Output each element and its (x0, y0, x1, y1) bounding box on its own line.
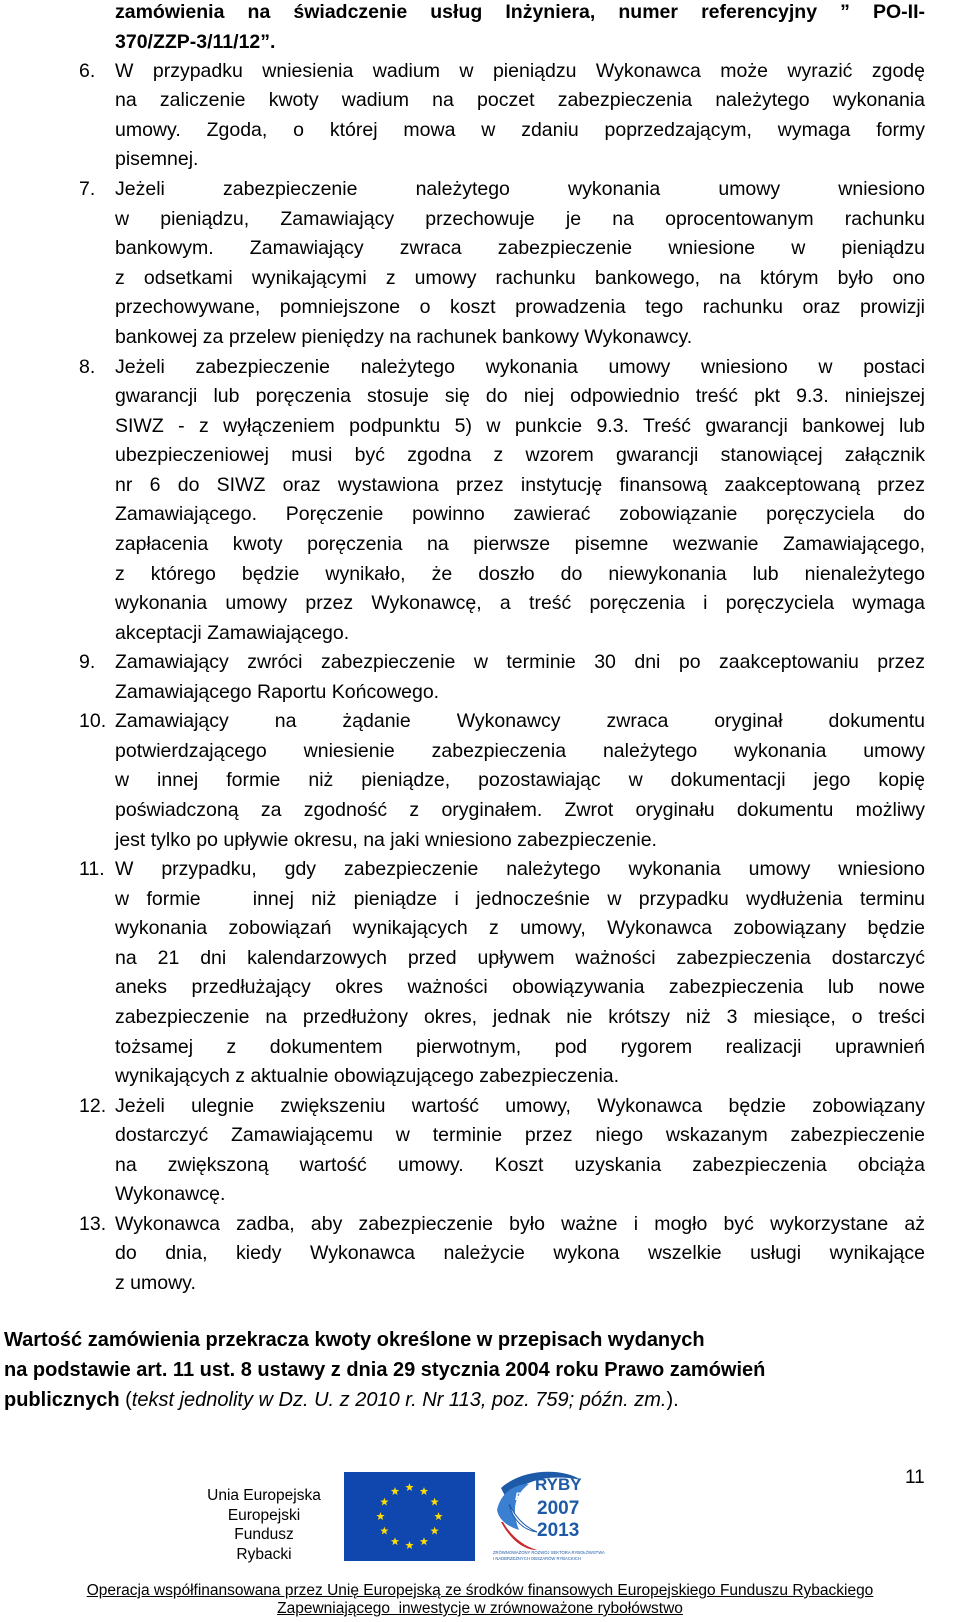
list-number: 13. (79, 1213, 107, 1235)
footer-line-1: Operacja współfinansowana przez Unię Europejską ze środków finansowych Europejskiego Funduszu Rybackiego (86, 1582, 874, 1599)
text-line: na zwiększoną wartość umowy. Koszt uzyskania zabezpieczenia obciąża (115, 1154, 925, 1176)
text-line: wykonania umowy przez Wykonawcę, a treść poręczenia i poręczyciela wymaga (115, 592, 925, 614)
text-line: dostarczyć Zamawiającemu w terminie przez niego wskazanym zabezpieczenie (115, 1124, 925, 1146)
text-line: tożsamej z dokumentem pierwotnym, pod rygorem realizacji uprawnień (115, 1036, 925, 1058)
eu-flag-logo (344, 1472, 475, 1561)
text-line: umowy. Zgoda, o której mowa w zdaniu poprzedzającym, wymaga formy (115, 119, 925, 141)
svg-text:RYBY: RYBY (535, 1475, 582, 1494)
svg-text:I NADBRZEŻNYCH OBSZARÓW RYBACK: I NADBRZEŻNYCH OBSZARÓW RYBACKICH (493, 1556, 581, 1561)
svg-text:2013: 2013 (537, 1520, 580, 1541)
text-line: Jeżeli zabezpieczenie należytego wykonania umowy wniesiono (115, 178, 925, 200)
po-ryby-logo (493, 1470, 608, 1570)
notice-italic: tekst jednolity w Dz. U. z 2010 r. Nr 113, poz. 759; późn. zm. (131, 1389, 667, 1411)
text-line: zamówienia na świadczenie usług Inżyniera, numer referencyjny ” PO-II- (115, 1, 925, 23)
text-line: z umowy. (115, 1272, 196, 1294)
text-line: nr 6 do SIWZ oraz wystawiona przez instytucję finansową zaakceptowaną przez (115, 474, 925, 496)
text-line: akceptacji Zamawiającego. (115, 622, 350, 644)
svg-text:PO: PO (515, 1491, 531, 1503)
eu-star-icon (434, 1512, 442, 1520)
text-line: poświadczoną za zgodność z oryginałem. Zwrot oryginału dokumentu możliwy (115, 799, 925, 821)
close-paren: ). (666, 1389, 679, 1411)
text-line: gwarancji lub poręczenia stosuje się do niej odpowiednio treść pkt 9.3. niniejszej (115, 385, 925, 407)
text-line: Jeżeli zabezpieczenie należytego wykonania umowy wniesiono w postaci (115, 356, 925, 378)
eu-star-icon (420, 1537, 428, 1545)
po-ryby-logo-icon (493, 1470, 608, 1570)
eu-star-icon (405, 1483, 413, 1491)
eu-fund-label (200, 1486, 328, 1564)
text-line: zabezpieczenie na przedłużony okres, jednak nie krótszy niż 3 miesiące, o treści (115, 1006, 925, 1028)
notice-bold: publicznych (4, 1389, 120, 1411)
eu-star-icon (430, 1527, 438, 1535)
eu-star-icon (376, 1512, 384, 1520)
text-line: Zamawiający zwróci zabezpieczenie w terminie 30 dni po zaakceptowaniu przez (115, 651, 925, 673)
page-number: 11 (905, 1467, 925, 1488)
text-line: pisemnej. (115, 148, 199, 170)
text-line: na 21 dni kalendarzowych przed upływem ważności zabezpieczenia dostarczyć (115, 947, 925, 969)
text-line: przechowywane, pomniejszone o koszt prowadzenia tego rachunku oraz prowizji (115, 296, 925, 318)
eu-star-icon (405, 1541, 413, 1549)
text-line: w pieniądzu, Zamawiający przechowuje je na oprocentowanym rachunku (115, 208, 925, 230)
list-number: 10. (79, 710, 107, 732)
text-line: z odsetkami wynikającymi z umowy rachunku bankowego, na którym było ono (115, 267, 925, 289)
list-number: 12. (79, 1095, 107, 1117)
text-line: zapłacenia kwoty poręczenia na pierwsze pisemne wezwanie Zamawiającego, (115, 533, 925, 555)
text-line: aneks przedłużający okres ważności obowiązywania zabezpieczenia lub nowe (115, 976, 925, 998)
text-line: wynikających z aktualnie obowiązującego zabezpieczenia. (115, 1065, 620, 1087)
eu-star-icon (380, 1527, 388, 1535)
text-line: w formie innej niż pieniądze i jednocześnie w przypadku wydłużenia terminu (115, 888, 925, 910)
list-number: 7. (79, 178, 96, 200)
eu-label-line: Rybacki (236, 1545, 292, 1563)
eu-star-icon (430, 1498, 438, 1506)
open-paren: ( (119, 1389, 132, 1411)
eu-star-icon (380, 1498, 388, 1506)
text-line: Wykonawca zadba, aby zabezpieczenie było ważne i mogło być wykorzystane aż (115, 1213, 925, 1235)
list-number: 6. (79, 60, 96, 82)
eu-star-icon (391, 1487, 399, 1495)
text-line: 370/ZZP-3/11/12”. (115, 31, 276, 53)
list-number: 9. (79, 651, 96, 673)
text-line: Zamawiającego Raportu Końcowego. (115, 681, 440, 703)
list-number: 11. (79, 858, 105, 880)
text-line: do dnia, kiedy Wykonawca należycie wykona wszelkie usługi wynikające (115, 1242, 925, 1264)
text-line: Zamawiającego. Poręczenie powinno zawierać zobowiązanie poręczyciela do (115, 503, 925, 525)
text-line: bankowym. Zamawiający zwraca zabezpieczenie wniesione w pieniądzu (115, 237, 925, 259)
text-line: W przypadku, gdy zabezpieczenie należytego wykonania umowy wniesiono (115, 858, 925, 880)
notice-line: na podstawie art. 11 ust. 8 ustawy z dnia 29 stycznia 2004 roku Prawo zamówień (4, 1359, 766, 1381)
footer-line-2: Zapewniającego inwestycje w zrównoważone rybołówstwo (277, 1600, 683, 1617)
text-line: Wykonawcę. (115, 1183, 226, 1205)
eu-star-icon (391, 1537, 399, 1545)
text-line: na zaliczenie kwoty wadium na poczet zabezpieczenia należytego wykonania (115, 89, 925, 111)
eu-label-line: Fundusz (234, 1526, 294, 1543)
eu-stars-icon (344, 1472, 475, 1561)
list-number: 8. (79, 356, 96, 378)
text-line: SIWZ - z wyłączeniem podpunktu 5) w punkcie 9.3. Treść gwarancji bankowej lub (115, 415, 925, 437)
eu-star-icon (420, 1487, 428, 1495)
notice-line: Wartość zamówienia przekracza kwoty określone w przepisach wydanych (4, 1329, 705, 1351)
text-line: wykonania zobowiązań wynikających z umowy, Wykonawca zobowiązany będzie (115, 917, 925, 939)
notice-line (4, 1388, 679, 1413)
text-line: Jeżeli ulegnie zwiększeniu wartość umowy, Wykonawca będzie zobowiązany (115, 1095, 925, 1117)
svg-text:ZRÓWNOWAŻONY ROZWÓJ SEKTORA RY: ZRÓWNOWAŻONY ROZWÓJ SEKTORA RYBOŁÓWSTWA (493, 1550, 605, 1555)
text-line: w innej formie niż pieniądze, pozostawiając w dokumentacji jego kopię (115, 769, 925, 791)
text-line: Zamawiający na żądanie Wykonawcy zwraca oryginał dokumentu (115, 710, 925, 732)
eu-label-line: Unia Europejska (207, 1487, 321, 1504)
svg-text:2007: 2007 (537, 1498, 580, 1519)
eu-label-line: Europejski (227, 1506, 301, 1524)
text-line: W przypadku wniesienia wadium w pieniądzu Wykonawca może wyrazić zgodę (115, 60, 925, 82)
text-line: ubezpieczeniowej musi być zgodna z wzorem gwarancji stanowiącej załącznik (115, 444, 925, 466)
text-line: potwierdzającego wniesienie zabezpieczenia należytego wykonania umowy (115, 740, 925, 762)
text-line: jest tylko po upływie okresu, na jaki wniesiono zabezpieczenie. (115, 829, 657, 851)
text-line: bankowej za przelew pieniędzy na rachunek bankowy Wykonawcy. (115, 326, 693, 348)
text-line: z którego będzie wynikało, że doszło do niewykonania lub nienależytego (115, 563, 925, 585)
